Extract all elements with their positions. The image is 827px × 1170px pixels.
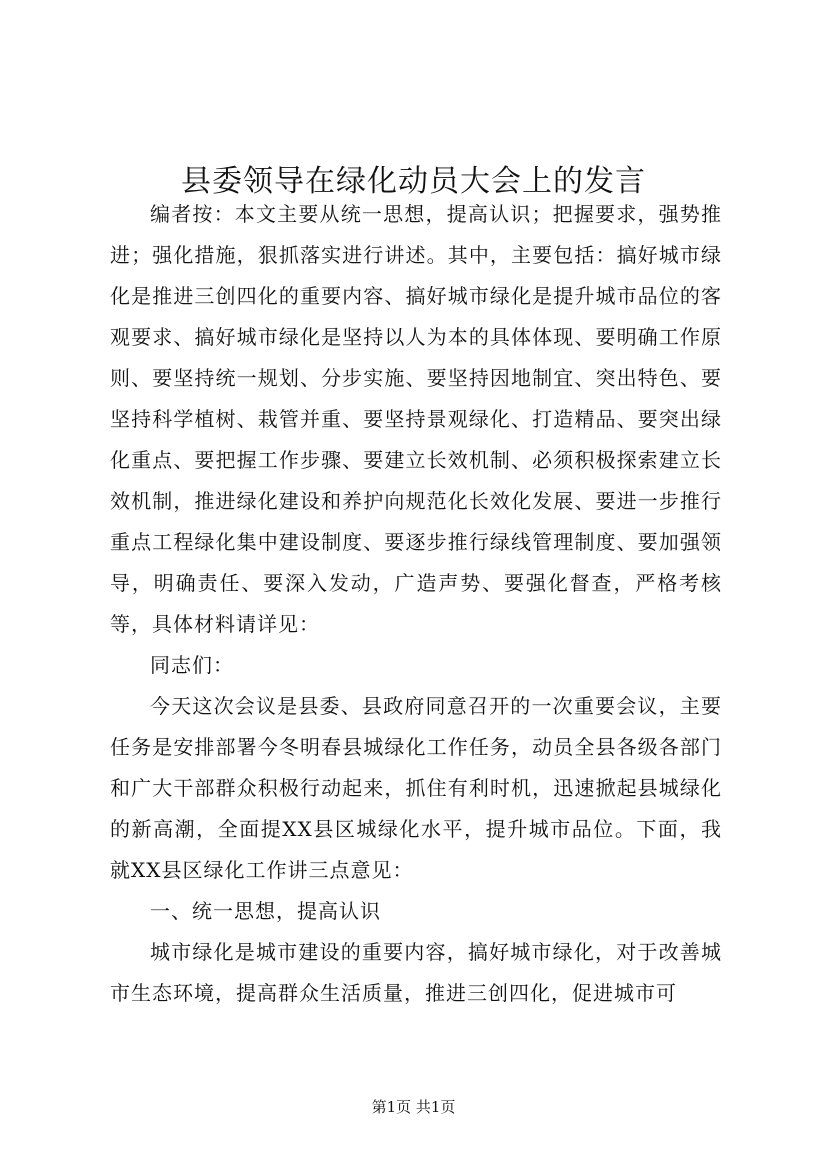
editor-note-paragraph: 编者按：本文主要从统一思想，提高认识；把握要求，强势推进；强化措施，狠抓落实进行讲述。其中，主要包括：搞好城市绿化是推进三创四化的重要内容、搞好城市绿化是提升城市品位的客观要求、搞好城市绿化是坚持以人为本的具体体现、要明确工作原则、要坚持统一规划、分步实施、要坚持因地制宜、突出特色、要坚持科学植树、栽管并重、要坚持景观绿化、打造精品、要突出绿化重点、要把握工作步骤、要建立长效机制、必须积极探索建立长效机制，推进绿化建设和养护向规范化长效化发展、要进一步推行重点工程绿化集中建设制度、要逐步推行绿线管理制度、要加强领导，明确责任、要深入发动，广造声势、要强化督查，严格考核等，具体材料请详见： [110, 202, 722, 636]
section-body-paragraph: 城市绿化是城市建设的重要内容，搞好城市绿化，对于改善城市生态环境，提高群众生活质量，推进三创四化，促进城市可 [110, 940, 722, 1005]
salutation-paragraph: 同志们： [150, 653, 234, 677]
page-footer: 第1页 共1页 [371, 1098, 456, 1116]
document-body [110, 194, 722, 1014]
meeting-purpose-paragraph: 今天这次会议是县委、县政府同意召开的一次重要会议，主要任务是安排部署今冬明春县城绿化工作任务，动员全县各级各部门和广大干部群众积极行动起来，抓住有利时机，迅速掀起县城绿化的新高潮，全面提XX县区城绿化水平，提升城市品位。下面，我就XX县区绿化工作讲三点意见： [110, 694, 722, 882]
section-heading-one: 一、统一思想，提高认识 [150, 899, 381, 923]
document-title: 县委领导在绿化动员大会上的发言 [181, 164, 646, 200]
